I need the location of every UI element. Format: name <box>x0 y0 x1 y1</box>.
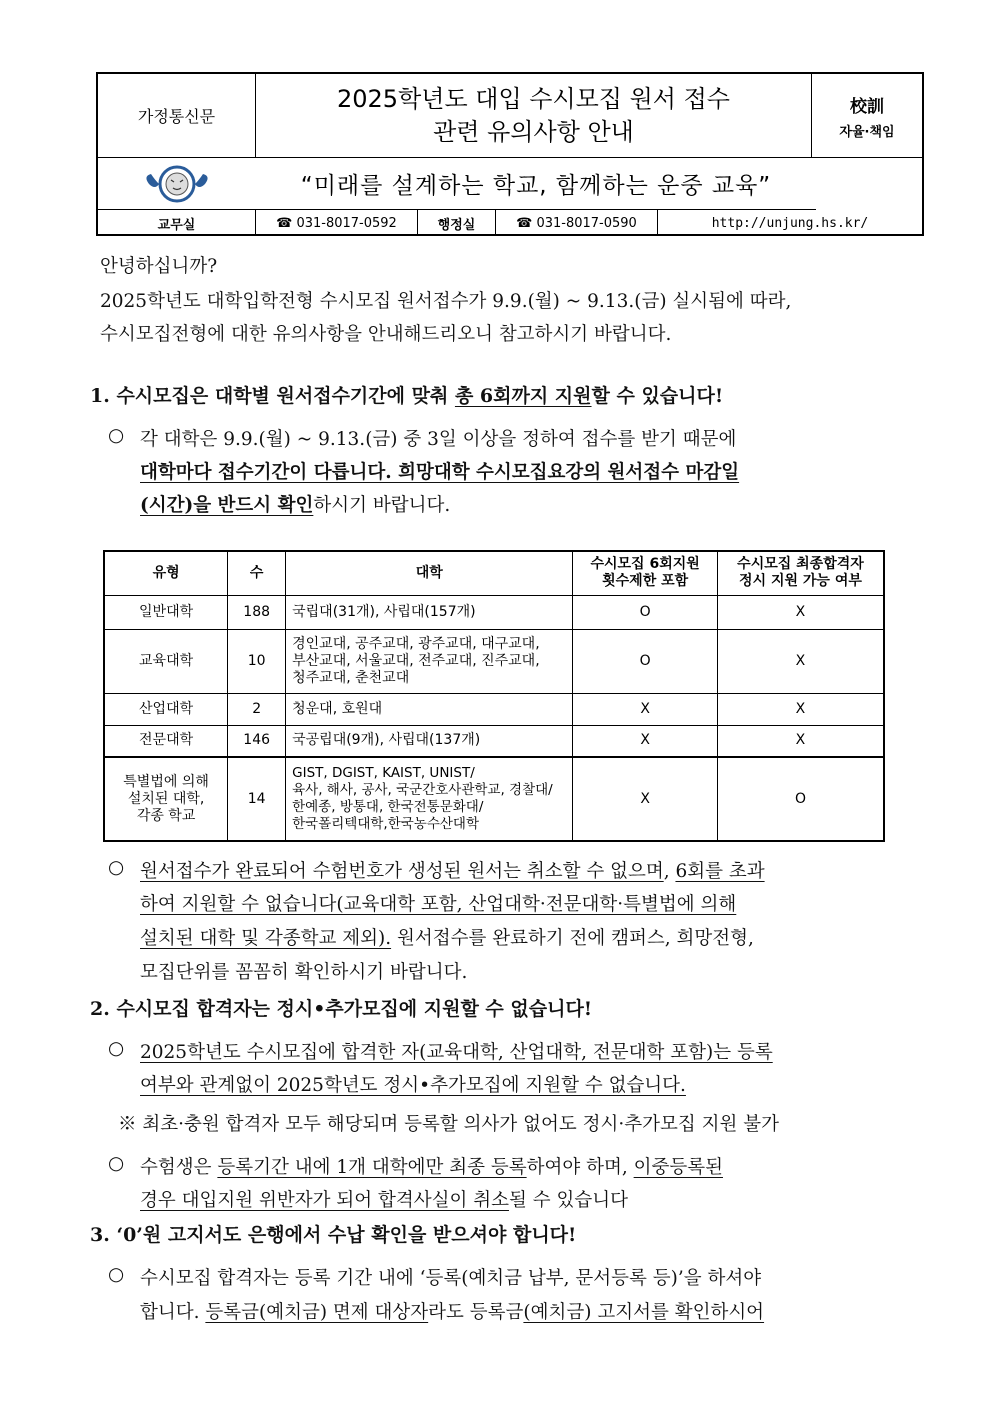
cell-univs: GIST, DGIST, KAIST, UNIST/ 육사, 해사, 공사, 국군간호사관학교, 경찰대/ 한예종, 방통대, 한국전통문화대/ 한국폴리텍대학,한국농수산대학 <box>286 757 573 841</box>
cell-univs: 국공립대(9개), 사립대(137개) <box>286 725 573 757</box>
table-row <box>104 595 884 629</box>
emphasis: 설치된 대학 및 각종학교 제외). <box>140 928 392 949</box>
cell-count: 14 <box>228 757 286 841</box>
s2-bullet2-line1 <box>140 1153 723 1179</box>
s2-bullet1-line2: 여부와 관계없이 2025학년도 정시•추가모집에 지원할 수 없습니다. <box>140 1075 686 1096</box>
cell-count: 188 <box>228 595 286 629</box>
text: , <box>663 861 676 882</box>
emphasis: 등록금(예치금) 면제 대상자 <box>205 1302 429 1323</box>
text: 합니다. <box>140 1302 206 1323</box>
cell-type: 전문대학 <box>104 725 228 757</box>
text: 수험생은 <box>140 1157 218 1178</box>
motto-title: 校訓 <box>850 96 884 117</box>
cell-regular: O <box>717 757 884 841</box>
academic-office-phone: ☎ 031-8017-0592 <box>256 210 418 236</box>
cell-type: 교육대학 <box>104 629 228 693</box>
section-1-heading <box>90 381 723 408</box>
admin-office-label: 행정실 <box>418 210 496 236</box>
intro-line-2: 수시모집전형에 대한 유의사항을 안내해드리오니 참고하시기 바랍니다. <box>100 324 672 345</box>
cell-type: 산업대학 <box>104 693 228 725</box>
emphasis: 원서접수가 완료되어 수험번호가 생성된 원서는 취소할 수 없으며 <box>140 861 664 882</box>
bullet-icon: ○ <box>108 425 125 446</box>
s2-bullet2-line2 <box>140 1186 628 1212</box>
university-type-table <box>103 550 885 842</box>
col-header-limit: 수시모집 6회지원 횟수제한 포함 <box>573 551 718 595</box>
emphasis: 등록기간 내에 1개 대학에만 최종 등록 <box>217 1157 527 1178</box>
bullet-icon: ○ <box>108 1038 125 1059</box>
cell-count: 2 <box>228 693 286 725</box>
title-line-1: 2025학년도 대입 수시모집 원서 접수 <box>337 84 730 113</box>
school-slogan: “미래를 설계하는 학교, 함께하는 운중 교육” <box>256 158 816 210</box>
s1-bullet1-line2: 대학마다 접수기간이 다릅니다. 희망대학 수시모집요강의 원서접수 마감일 <box>140 462 740 483</box>
bullet-icon: ○ <box>108 857 125 878</box>
motto-values: 자율·책임 <box>839 124 895 140</box>
col-header-count: 수 <box>228 551 286 595</box>
cell-type: 특별법에 의해 설치된 대학, 각종 학교 <box>104 757 228 841</box>
emphasis: 이중등록된 <box>633 1157 723 1178</box>
academic-office-label: 교무실 <box>98 210 256 236</box>
table-row <box>104 629 884 693</box>
intro-line-1: 2025학년도 대학입학전형 수시모집 원서접수가 9.9.(월) ~ 9.13.(금) 실시됨에 따라, <box>100 291 792 312</box>
cell-regular: X <box>717 595 884 629</box>
heading-emphasis: 총 6회까지 지원 <box>454 385 592 407</box>
s1-bullet1-line1: 각 대학은 9.9.(월) ~ 9.13.(금) 중 3일 이상을 정하여 접수를 받기 때문에 <box>140 429 737 450</box>
bullet-icon: ○ <box>108 1153 125 1174</box>
s1-bullet2-line2: 하여 지원할 수 없습니다(교육대학 포함, 산업대학·전문대학·특별법에 의해 <box>140 894 737 915</box>
cell-univs: 청운대, 호원대 <box>286 693 573 725</box>
cell-count: 10 <box>228 629 286 693</box>
text: 하시기 바랍니다. <box>313 495 451 516</box>
text: 하여야 하며, <box>526 1157 634 1178</box>
table-header-row <box>104 551 884 595</box>
table-row <box>104 725 884 757</box>
s3-bullet1-line2 <box>140 1298 764 1324</box>
cell-regular: X <box>717 693 884 725</box>
s1-bullet1-line3 <box>140 491 450 517</box>
greeting: 안녕하십니까? <box>100 256 218 277</box>
newsletter-header <box>96 72 924 236</box>
text: 될 수 있습니다 <box>508 1190 628 1211</box>
school-motto-box <box>812 74 922 158</box>
cell-regular: X <box>717 725 884 757</box>
col-header-regular: 수시모집 최종합격자 정시 지원 가능 여부 <box>717 551 884 595</box>
school-logo-icon <box>98 158 256 210</box>
s2-note: ※ 최초·충원 합격자 모두 해당되며 등록할 의사가 없어도 정시·추가모집 지원 불가 <box>118 1114 779 1135</box>
emphasis: (시간)을 반드시 확인 <box>140 495 314 516</box>
cell-type: 일반대학 <box>104 595 228 629</box>
col-header-type: 유형 <box>104 551 228 595</box>
cell-limit: O <box>573 595 718 629</box>
text: 라도 등록금 <box>428 1302 524 1323</box>
table-row <box>104 757 884 841</box>
document-title <box>256 74 812 158</box>
s1-bullet2-line4: 모집단위를 꼼꼼히 확인하시기 바랍니다. <box>140 962 468 983</box>
cell-limit: O <box>573 629 718 693</box>
heading-text: 1. 수시모집은 대학별 원서접수기간에 맞춰 <box>90 385 455 407</box>
s1-bullet2-line3 <box>140 924 754 950</box>
cell-univs: 경인교대, 공주교대, 광주교대, 대구교대, 부산교대, 서울교대, 전주교대, 진주교대, 청주교대, 춘천교대 <box>286 629 573 693</box>
admin-office-phone: ☎ 031-8017-0590 <box>496 210 658 236</box>
cell-limit: X <box>573 757 718 841</box>
text: 원서접수를 완료하기 전에 캠퍼스, 희망전형, <box>391 928 754 949</box>
s2-bullet1-line1: 2025학년도 수시모집에 합격한 자(교육대학, 산업대학, 전문대학 포함)는 등록 <box>140 1042 773 1063</box>
heading-text-end: 할 수 있습니다! <box>591 385 724 407</box>
cell-limit: X <box>573 693 718 725</box>
section-3-heading: 3. ‘0’원 고지서도 은행에서 수납 확인을 받으셔야 합니다! <box>90 1224 577 1246</box>
newsletter-label: 가정통신문 <box>98 74 256 158</box>
cell-regular: X <box>717 629 884 693</box>
section-2-heading: 2. 수시모집 합격자는 정시•추가모집에 지원할 수 없습니다! <box>90 998 593 1020</box>
table-row <box>104 693 884 725</box>
school-website-link[interactable]: http://unjung.hs.kr/ <box>711 215 869 231</box>
title-line-2: 관련 유의사항 안내 <box>433 117 634 146</box>
bullet-icon: ○ <box>108 1264 125 1285</box>
emphasis: 6회를 초과 <box>675 861 765 882</box>
col-header-univ: 대학 <box>286 551 573 595</box>
emphasis: 경우 대입지원 위반자가 되어 합격사실이 취소 <box>140 1190 509 1211</box>
s1-bullet2-line1 <box>140 857 765 883</box>
emphasis: (예치금) 고지서를 확인하시어 <box>523 1302 765 1323</box>
cell-univs: 국립대(31개), 사립대(157개) <box>286 595 573 629</box>
cell-limit: X <box>573 725 718 757</box>
cell-count: 146 <box>228 725 286 757</box>
s3-bullet1-line1: 수시모집 합격자는 등록 기간 내에 ‘등록(예치금 납부, 문서등록 등)’을 하셔야 <box>140 1268 762 1289</box>
